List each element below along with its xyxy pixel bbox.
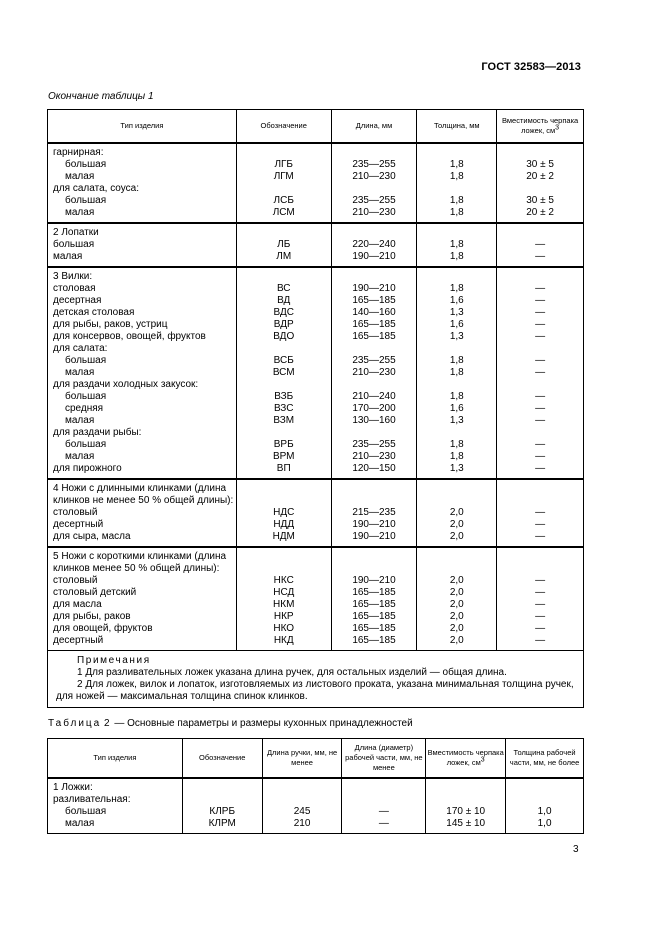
thickness-value [417, 551, 496, 575]
thickness-value: 1,3 [449, 415, 464, 426]
item-name: для пирожного [53, 463, 122, 474]
code-value: ЛСБ [273, 195, 294, 206]
capacity-value: — [535, 415, 546, 426]
code-value: НДД [273, 519, 295, 530]
item-name: для овощей, фруктов [53, 623, 153, 634]
t2-capacity-cell [426, 778, 506, 834]
code-value: ВЗБ [274, 391, 294, 402]
length-value: 130—160 [352, 415, 396, 426]
thickness-value: 2,0 [449, 623, 464, 634]
code-value: ЛГБ [274, 159, 293, 170]
table1-group-2 [48, 223, 584, 267]
thickness-value [506, 794, 583, 806]
code-value: ЛСМ [272, 207, 295, 218]
length-value: 190—210 [352, 575, 396, 586]
thickness-value: 1,8 [449, 159, 464, 170]
t2-col-header-thickness: Толщина рабочей части, мм, не более [506, 739, 584, 779]
code-value: ЛБ [277, 239, 291, 250]
item-type-cell [48, 547, 237, 651]
table2-caption-label: Таблица [48, 718, 102, 729]
length-value: 165—185 [352, 623, 396, 634]
capacity-value: — [535, 611, 546, 622]
t2-col-header-handle-length: Длина ручки, мм, не менее [262, 739, 342, 779]
capacity-value: — [535, 391, 546, 402]
code-value: ВС [276, 283, 291, 294]
code-value [183, 794, 262, 806]
item-name: большая [65, 391, 107, 402]
capacity-value: 170 ± 10 [446, 806, 486, 817]
table1-group-5 [48, 547, 584, 651]
length-value [332, 271, 417, 283]
capacity-cell [497, 143, 584, 223]
length-value [332, 227, 417, 239]
capacity-value: — [535, 355, 546, 366]
length-value: 165—185 [352, 295, 396, 306]
table1-group-1 [48, 143, 584, 223]
code-value: НКД [273, 635, 294, 646]
table2-header-row [48, 739, 584, 779]
t2-code-cell [182, 778, 262, 834]
handle-value: 245 [293, 806, 311, 817]
t2-col-header-work-length: Длина (диаметр) рабочей части, мм, не менее [342, 739, 426, 779]
table1-notes-row [48, 651, 584, 708]
capacity-cell [497, 267, 584, 479]
col-header-code: Обозначение [236, 110, 331, 144]
item-name: 3 Вилки: [53, 271, 93, 282]
length-value: 210—230 [352, 207, 396, 218]
col-header-length: Длина, мм [331, 110, 417, 144]
code-cell [236, 223, 331, 267]
capacity-value: — [535, 439, 546, 450]
code-value: ВЗМ [273, 415, 295, 426]
length-value [332, 483, 417, 507]
code-value [237, 551, 331, 575]
length-value: 120—150 [352, 463, 396, 474]
length-value: 190—210 [352, 519, 396, 530]
length-value: 235—255 [352, 439, 396, 450]
capacity-cell [497, 479, 584, 547]
capacity-value [497, 551, 583, 575]
item-name: столовый [53, 575, 98, 586]
code-cell [236, 143, 331, 223]
length-cell [331, 143, 417, 223]
length-cell [331, 547, 417, 651]
thickness-cell [417, 479, 497, 547]
work-value: — [378, 806, 389, 817]
length-value: 210—230 [352, 171, 396, 182]
note-2: 2 Для ложек, вилок и лопаток, изготовляемых из листового проката, указана минимальная толщина ручек, для ножей — максимальная толщина спинок клинков. [56, 679, 574, 702]
item-name: 5 Ножи с короткими клинками (длина клинков менее 50 % общей длины): [53, 551, 227, 574]
thickness-value: 1,6 [449, 295, 464, 306]
thickness-value: 1,8 [449, 355, 464, 366]
capacity-value: — [535, 623, 546, 634]
code-value: ВРМ [272, 451, 295, 462]
thickness-value: 1,8 [449, 391, 464, 402]
handle-value: 210 [293, 818, 311, 829]
code-value: ВП [276, 463, 291, 474]
document-standard-number: ГОСТ 32583—2013 [481, 61, 581, 73]
length-value [332, 343, 417, 355]
code-value: ЛМ [276, 251, 292, 262]
table2-caption-text: — Основные параметры и размеры кухонных принадлежностей [114, 718, 413, 729]
thickness-value: 1,8 [449, 367, 464, 378]
table2 [47, 738, 584, 834]
thickness-value: 1,6 [449, 319, 464, 330]
code-value: ВЗС [273, 403, 294, 414]
length-value: 235—255 [352, 355, 396, 366]
length-value: 165—185 [352, 331, 396, 342]
capacity-value: — [535, 587, 546, 598]
item-name: 2 Лопатки [53, 227, 99, 238]
item-name: для салата: [53, 343, 108, 354]
code-value: НСД [273, 587, 295, 598]
code-value: НДС [273, 507, 295, 518]
length-value: 165—185 [352, 587, 396, 598]
capacity-value: — [535, 575, 546, 586]
code-value [237, 183, 331, 195]
t2-col-header-type: Тип изделия [48, 739, 183, 779]
length-value [332, 551, 417, 575]
item-name: разливательная: [53, 794, 131, 805]
length-value: 140—160 [352, 307, 396, 318]
table2-group-1 [48, 778, 584, 834]
item-name: большая [65, 806, 107, 817]
code-value: НКС [273, 575, 294, 586]
code-cell [236, 267, 331, 479]
item-name: малая [65, 207, 95, 218]
col-header-thickness: Толщина, мм [417, 110, 497, 144]
notes-title: Примечания [77, 655, 151, 666]
thickness-value [506, 782, 583, 794]
thickness-value: 2,0 [449, 575, 464, 586]
capacity-value: — [535, 519, 546, 530]
thickness-value: 1,8 [449, 207, 464, 218]
t2-name-cell [48, 778, 183, 834]
thickness-value: 2,0 [449, 599, 464, 610]
capacity-value: 20 ± 2 [526, 171, 554, 182]
table1-caption: Окончание таблицы 1 [48, 91, 154, 102]
code-value [237, 427, 331, 439]
code-value [183, 782, 262, 794]
code-cell [236, 547, 331, 651]
table1-header-row [48, 110, 584, 144]
code-value [237, 379, 331, 391]
capacity-value [497, 227, 583, 239]
length-cell [331, 223, 417, 267]
capacity-value: — [535, 531, 546, 542]
capacity-value: — [535, 403, 546, 414]
capacity-value [497, 183, 583, 195]
capacity-value: — [535, 451, 546, 462]
item-name: для сыра, масла [53, 531, 131, 542]
capacity-value [497, 343, 583, 355]
code-value: ВДС [273, 307, 294, 318]
item-name: большая [65, 439, 107, 450]
capacity-cell [497, 223, 584, 267]
length-value: 190—210 [352, 283, 396, 294]
code-value: ВД [277, 295, 291, 306]
item-name: большая [65, 159, 107, 170]
t2-col-header-code: Обозначение [182, 739, 262, 779]
thickness-value: 1,8 [449, 439, 464, 450]
length-value: 210—230 [352, 367, 396, 378]
thickness-cell [417, 223, 497, 267]
thickness-value: 2,0 [449, 635, 464, 646]
thickness-value: 1,3 [449, 463, 464, 474]
length-value: 165—185 [352, 599, 396, 610]
capacity-value: — [535, 331, 546, 342]
capacity-value: — [535, 463, 546, 474]
item-name: для рыбы, раков, устриц [53, 319, 168, 330]
length-value: 190—210 [352, 251, 396, 262]
capacity-value: — [535, 367, 546, 378]
item-name: большая [65, 355, 107, 366]
code-value: ВДР [273, 319, 294, 330]
code-value: НДМ [272, 531, 295, 542]
item-name: для консервов, овощей, фруктов [53, 331, 206, 342]
length-value: 210—230 [352, 451, 396, 462]
item-type-cell [48, 143, 237, 223]
thickness-value: 2,0 [449, 611, 464, 622]
length-value [332, 427, 417, 439]
length-value: 165—185 [352, 635, 396, 646]
item-name: для рыбы, раков [53, 611, 131, 622]
item-name: десертный [53, 519, 104, 530]
thickness-value: 1,8 [449, 251, 464, 262]
capacity-value [497, 427, 583, 439]
thickness-value [417, 379, 496, 391]
thickness-value: 1,8 [449, 451, 464, 462]
item-type-cell [48, 479, 237, 547]
capacity-cell [497, 547, 584, 651]
work-value [342, 794, 425, 806]
thickness-value [417, 147, 496, 159]
capacity-value: 30 ± 5 [526, 195, 554, 206]
capacity-value [497, 147, 583, 159]
capacity-value [497, 271, 583, 283]
page-number: 3 [573, 844, 579, 855]
code-value: ВСМ [272, 367, 295, 378]
item-name: для масла [53, 599, 102, 610]
capacity-value: 20 ± 2 [526, 207, 554, 218]
item-name: малая [53, 251, 83, 262]
item-name: детская столовая [53, 307, 135, 318]
length-value [332, 379, 417, 391]
item-name: малая [65, 451, 95, 462]
code-value: КЛРБ [209, 806, 236, 817]
thickness-value: 1,0 [537, 818, 552, 829]
code-value: ВДО [273, 331, 295, 342]
table1 [47, 109, 584, 708]
thickness-cell [417, 267, 497, 479]
length-value: 170—200 [352, 403, 396, 414]
item-name: средняя [65, 403, 104, 414]
capacity-value [497, 483, 583, 507]
thickness-value [417, 183, 496, 195]
capacity-value [497, 379, 583, 391]
thickness-value: 1,8 [449, 239, 464, 250]
thickness-value: 2,0 [449, 519, 464, 530]
capacity-value [426, 782, 505, 794]
capacity-value: — [535, 319, 546, 330]
thickness-value: 2,0 [449, 531, 464, 542]
item-name: для раздачи холодных закусок: [53, 379, 199, 390]
code-value [237, 227, 331, 239]
code-cell [236, 479, 331, 547]
t2-work-cell [342, 778, 426, 834]
handle-value [263, 782, 342, 794]
item-name: десертный [53, 635, 104, 646]
length-value: 220—240 [352, 239, 396, 250]
item-name: десертная [53, 295, 102, 306]
capacity-value: 30 ± 5 [526, 159, 554, 170]
item-type-cell [48, 267, 237, 479]
code-value [237, 343, 331, 355]
item-name: малая [65, 818, 95, 829]
code-value: ВСБ [273, 355, 294, 366]
work-value: — [378, 818, 389, 829]
table2-caption-number: 2 [104, 718, 112, 729]
code-value: ЛГМ [273, 171, 294, 182]
work-value [342, 782, 425, 794]
item-name: 1 Ложки: [53, 782, 93, 793]
capacity-value: — [535, 599, 546, 610]
thickness-value: 1,0 [537, 806, 552, 817]
length-value: 235—255 [352, 195, 396, 206]
thickness-cell [417, 143, 497, 223]
thickness-value: 1,3 [449, 331, 464, 342]
capacity-value: — [535, 251, 546, 262]
item-name: столовый [53, 507, 98, 518]
table1-notes [48, 651, 584, 708]
col-header-capacity: Вместимость черпака ложек, $см^3$ [497, 110, 584, 144]
length-value: 190—210 [352, 531, 396, 542]
col-header-type: Тип изделия [48, 110, 237, 144]
thickness-value: 2,0 [449, 587, 464, 598]
item-name: столовый детский [53, 587, 137, 598]
item-name: 4 Ножи с длинными клинками (длина клинков не менее 50 % общей длины): [53, 483, 234, 506]
capacity-value: — [535, 283, 546, 294]
t2-thickness-cell [506, 778, 584, 834]
thickness-value: 1,6 [449, 403, 464, 414]
capacity-value [426, 794, 505, 806]
item-name: большая [53, 239, 95, 250]
item-type-cell [48, 223, 237, 267]
capacity-value: — [535, 295, 546, 306]
item-name: для раздачи рыбы: [53, 427, 142, 438]
thickness-value: 1,3 [449, 307, 464, 318]
item-name: малая [65, 367, 95, 378]
table1-group-3 [48, 267, 584, 479]
item-name: малая [65, 171, 95, 182]
capacity-value: — [535, 635, 546, 646]
thickness-value [417, 483, 496, 507]
length-value [332, 183, 417, 195]
table2-caption [48, 718, 413, 729]
capacity-value: 145 ± 10 [446, 818, 486, 829]
code-value [237, 271, 331, 283]
length-cell [331, 267, 417, 479]
length-value: 165—185 [352, 319, 396, 330]
code-value: НКО [273, 623, 295, 634]
code-value: НКР [273, 611, 294, 622]
t2-col-header-capacity: Вместимость черпака ложек, $см^3$ [426, 739, 506, 779]
t2-handle-cell [262, 778, 342, 834]
length-value: 235—255 [352, 159, 396, 170]
code-value: ВРБ [273, 439, 294, 450]
item-name: столовая [53, 283, 96, 294]
length-cell [331, 479, 417, 547]
item-name: большая [65, 195, 107, 206]
table1-group-4 [48, 479, 584, 547]
capacity-value: — [535, 307, 546, 318]
code-value: НКМ [273, 599, 295, 610]
thickness-value: 1,8 [449, 195, 464, 206]
thickness-value: 1,8 [449, 283, 464, 294]
item-name: малая [65, 415, 95, 426]
thickness-value: 2,0 [449, 507, 464, 518]
thickness-value: 1,8 [449, 171, 464, 182]
code-value [237, 483, 331, 507]
thickness-value [417, 227, 496, 239]
handle-value [263, 794, 342, 806]
item-name: для салата, соуса: [53, 183, 139, 194]
note-1: 1 Для разливательных ложек указана длина ручек, для остальных изделий — общая длина. [77, 667, 507, 678]
thickness-value [417, 343, 496, 355]
thickness-value [417, 271, 496, 283]
thickness-cell [417, 547, 497, 651]
code-value [237, 147, 331, 159]
code-value: КЛРМ [208, 818, 236, 829]
length-value: 215—235 [352, 507, 396, 518]
thickness-value [417, 427, 496, 439]
length-value: 210—240 [352, 391, 396, 402]
item-name: гарнирная: [53, 147, 104, 158]
capacity-value: — [535, 239, 546, 250]
length-value: 165—185 [352, 611, 396, 622]
length-value [332, 147, 417, 159]
capacity-value: — [535, 507, 546, 518]
